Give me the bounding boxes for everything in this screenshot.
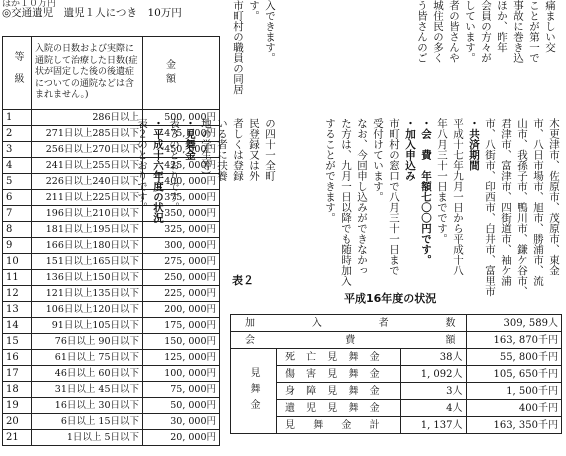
fiscal-status-table bbox=[230, 314, 562, 434]
amount-cell: 75, 000円 bbox=[143, 382, 220, 398]
row-value: 163, 870千円 bbox=[466, 332, 561, 349]
amount-cell: 300, 000円 bbox=[143, 238, 220, 254]
days-cell: 16日以上 30日以下 bbox=[32, 398, 143, 414]
table-row bbox=[231, 366, 562, 383]
table-row bbox=[3, 286, 220, 302]
header-amount: 金 額 bbox=[143, 37, 220, 110]
table2-label: 表２ bbox=[232, 274, 254, 287]
text-line: 市町村の窓口で八月三十一日まで bbox=[388, 118, 400, 276]
row-label: 死亡見舞金 bbox=[277, 349, 401, 366]
text-line: 君津市、富津市、四街道市、袖ケ浦 bbox=[500, 118, 512, 286]
text-line: ・共済期間 bbox=[468, 118, 480, 171]
row-amount: 400千円 bbox=[466, 400, 561, 417]
text-line: 表３のとおりです。 bbox=[168, 118, 180, 213]
grade-cell: 1 bbox=[3, 110, 32, 126]
days-cell: 106日以上120日以下 bbox=[32, 302, 143, 318]
days-cell: 121日以上135日以下 bbox=[32, 286, 143, 302]
days-cell: 151日以上165日以下 bbox=[32, 254, 143, 270]
text-line: 表２のとおりです。 bbox=[136, 118, 148, 213]
header-grade: 等級 bbox=[3, 37, 32, 110]
row-label: 加 入 者 数 bbox=[231, 315, 467, 332]
text-line: ことが第一で bbox=[528, 0, 540, 63]
text-line: 市、八街市、印西市、白井市、富里市 bbox=[484, 118, 496, 297]
amount-cell: 400, 000円 bbox=[143, 174, 220, 190]
header-days: 入院の日数および実際に通院して治療した日数(症状が固定した後の後遺症についての通院などは含まれません。) bbox=[32, 37, 143, 110]
row-count: 1, 137人 bbox=[400, 417, 466, 434]
grade-cell: 13 bbox=[3, 302, 32, 318]
table-row bbox=[3, 366, 220, 382]
amount-cell: 375, 000円 bbox=[143, 190, 220, 206]
amount-cell: 425, 000円 bbox=[143, 158, 220, 174]
days-cell: 271日以上285日以下 bbox=[32, 126, 143, 142]
row-amount: 105, 650千円 bbox=[466, 366, 561, 383]
grade-cell: 7 bbox=[3, 206, 32, 222]
row-label: 遺児見舞金 bbox=[277, 400, 401, 417]
row-count: 4人 bbox=[400, 400, 466, 417]
table-row bbox=[3, 270, 220, 286]
amount-cell: 350, 000円 bbox=[143, 206, 220, 222]
row-label: 身障見舞金 bbox=[277, 383, 401, 400]
days-cell: 76日以上 90日以下 bbox=[32, 334, 143, 350]
grade-cell: 15 bbox=[3, 334, 32, 350]
grade-cell: 4 bbox=[3, 158, 32, 174]
text-line: 市、八日市場市、旭市、勝浦市、流 bbox=[532, 118, 544, 286]
days-cell: 181日以上195日以下 bbox=[32, 222, 143, 238]
table-row bbox=[231, 383, 562, 400]
table2-title: 平成16年度の状況 bbox=[344, 292, 437, 305]
grade-cell: 14 bbox=[3, 318, 32, 334]
amount-cell: 275, 000円 bbox=[143, 254, 220, 270]
text-line: 民登録又は外 bbox=[248, 118, 260, 181]
table-row bbox=[3, 382, 220, 398]
table-row bbox=[3, 398, 220, 414]
days-cell: 211日以上225日以下 bbox=[32, 190, 143, 206]
table-row bbox=[231, 315, 562, 332]
amount-cell: 100, 000円 bbox=[143, 366, 220, 382]
grade-cell: 20 bbox=[3, 414, 32, 430]
text-line: なお、今回申し込みができなかっ bbox=[356, 118, 368, 276]
top-note-cut-line: ほか１０万円 bbox=[2, 0, 57, 9]
text-line: 木更津市、佐原市、茂原市、東金 bbox=[548, 118, 560, 276]
grade-cell: 6 bbox=[3, 190, 32, 206]
text-line: 者の皆さんや bbox=[448, 0, 460, 63]
mimai-group-label: 見舞金 bbox=[231, 349, 277, 434]
days-cell: 61日以上 75日以下 bbox=[32, 350, 143, 366]
text-line: 山市、我孫子市、鴨川市、鎌ケ谷市、 bbox=[516, 118, 528, 297]
table-row bbox=[3, 318, 220, 334]
upper-right-text bbox=[288, 0, 558, 102]
text-line: ほか、昨年 bbox=[496, 0, 508, 53]
table-row bbox=[3, 414, 220, 430]
row-count: 38人 bbox=[400, 349, 466, 366]
days-cell: 91日以上105日以下 bbox=[32, 318, 143, 334]
table-row bbox=[231, 332, 562, 349]
text-line: 事故に巻き込 bbox=[512, 0, 524, 63]
text-line: う皆さんのご bbox=[416, 0, 428, 63]
amount-cell: 175, 000円 bbox=[143, 318, 220, 334]
grade-cell: 8 bbox=[3, 222, 32, 238]
text-line: の四十一全町 bbox=[264, 118, 276, 181]
text-line: いる者に扶養 bbox=[216, 118, 228, 181]
days-cell: 286日以上 bbox=[32, 110, 143, 126]
days-cell: 241日以上255日以下 bbox=[32, 158, 143, 174]
table-row bbox=[3, 430, 220, 446]
amount-cell: 30, 000円 bbox=[143, 414, 220, 430]
table-row bbox=[3, 302, 220, 318]
text-line: た方は、九月一日以降でも随時加入 bbox=[340, 118, 352, 286]
text-line: 市町村の職員の同居 bbox=[232, 0, 244, 95]
row-count: 3人 bbox=[400, 383, 466, 400]
grade-cell: 17 bbox=[3, 366, 32, 382]
row-label: 見舞金計 bbox=[277, 417, 401, 434]
amount-cell: 250, 000円 bbox=[143, 270, 220, 286]
grade-cell: 18 bbox=[3, 382, 32, 398]
grade-cell: 10 bbox=[3, 254, 32, 270]
days-cell: 6日以上 15日以下 bbox=[32, 414, 143, 430]
days-cell: 196日以上210日以下 bbox=[32, 206, 143, 222]
text-line: 者しくは登録 bbox=[232, 118, 244, 181]
table-row bbox=[231, 349, 562, 366]
grade-cell: 11 bbox=[3, 270, 32, 286]
text-line: ・見舞金 bbox=[184, 118, 196, 160]
text-line: 会員の方々が bbox=[480, 0, 492, 63]
amount-cell: 50, 000円 bbox=[143, 398, 220, 414]
grade-cell: 16 bbox=[3, 350, 32, 366]
amount-cell: 125, 000円 bbox=[143, 350, 220, 366]
text-line: す。 bbox=[248, 0, 260, 21]
grade-cell: 19 bbox=[3, 398, 32, 414]
days-cell: 256日以上270日以下 bbox=[32, 142, 143, 158]
grade-cell: 21 bbox=[3, 430, 32, 446]
amount-cell: 450, 000円 bbox=[143, 142, 220, 158]
text-line: 入できます。 bbox=[264, 0, 276, 63]
row-amount: 1, 500千円 bbox=[466, 383, 561, 400]
table-row bbox=[231, 417, 562, 434]
row-label: 会 費 額 bbox=[231, 332, 467, 349]
amount-cell: 225, 000円 bbox=[143, 286, 220, 302]
row-amount: 55, 800千円 bbox=[466, 349, 561, 366]
row-value: 309, 589人 bbox=[466, 315, 561, 332]
top-note-line: ◎交通遺児 遺児１人につき 10万円 bbox=[2, 7, 182, 19]
grade-cell: 9 bbox=[3, 238, 32, 254]
row-count: 1, 092人 bbox=[400, 366, 466, 383]
days-cell: 166日以上180日以下 bbox=[32, 238, 143, 254]
text-line: 痛ましい交 bbox=[544, 0, 556, 53]
days-cell: 46日以上 60日以下 bbox=[32, 366, 143, 382]
lower-right-text bbox=[300, 118, 562, 297]
amount-cell: 500, 000円 bbox=[143, 110, 220, 126]
row-amount: 163, 350千円 bbox=[466, 417, 561, 434]
amount-cell: 200, 000円 bbox=[143, 302, 220, 318]
days-cell: 31日以上 45日以下 bbox=[32, 382, 143, 398]
amount-cell: 325, 000円 bbox=[143, 222, 220, 238]
text-line: しています。 bbox=[464, 0, 476, 63]
amount-cell: 20, 000円 bbox=[143, 430, 220, 446]
grade-cell: 3 bbox=[3, 142, 32, 158]
table-row bbox=[231, 400, 562, 417]
top-note bbox=[2, 0, 224, 20]
days-cell: 1日以上 5日以下 bbox=[32, 430, 143, 446]
text-line: することができます。 bbox=[324, 118, 336, 223]
grade-cell: 2 bbox=[3, 126, 32, 142]
grade-cell: 12 bbox=[3, 286, 32, 302]
days-cell: 136日以上150日以下 bbox=[32, 270, 143, 286]
text-line: ・会 費 年額七〇〇円です。 bbox=[420, 118, 432, 265]
text-line: 受付けています。 bbox=[372, 118, 384, 202]
amount-cell: 475, 000円 bbox=[143, 126, 220, 142]
amount-cell: 150, 000円 bbox=[143, 334, 220, 350]
table-row bbox=[3, 334, 220, 350]
row-label: 傷害見舞金 bbox=[277, 366, 401, 383]
table-row bbox=[3, 350, 220, 366]
text-line: ・加入申込み bbox=[404, 118, 416, 181]
text-line: 年八月三十一日までです。 bbox=[436, 118, 448, 244]
upper-left-text bbox=[228, 0, 278, 102]
grade-cell: 5 bbox=[3, 174, 32, 190]
days-cell: 226日以上240日以下 bbox=[32, 174, 143, 190]
text-line: 城住民の多く bbox=[432, 0, 444, 63]
text-line: 地の学生等) bbox=[200, 118, 212, 175]
text-line: 平成十七年九月一日から平成十八 bbox=[452, 118, 464, 276]
text-line: ・平成十六年度の状況 bbox=[152, 118, 164, 223]
